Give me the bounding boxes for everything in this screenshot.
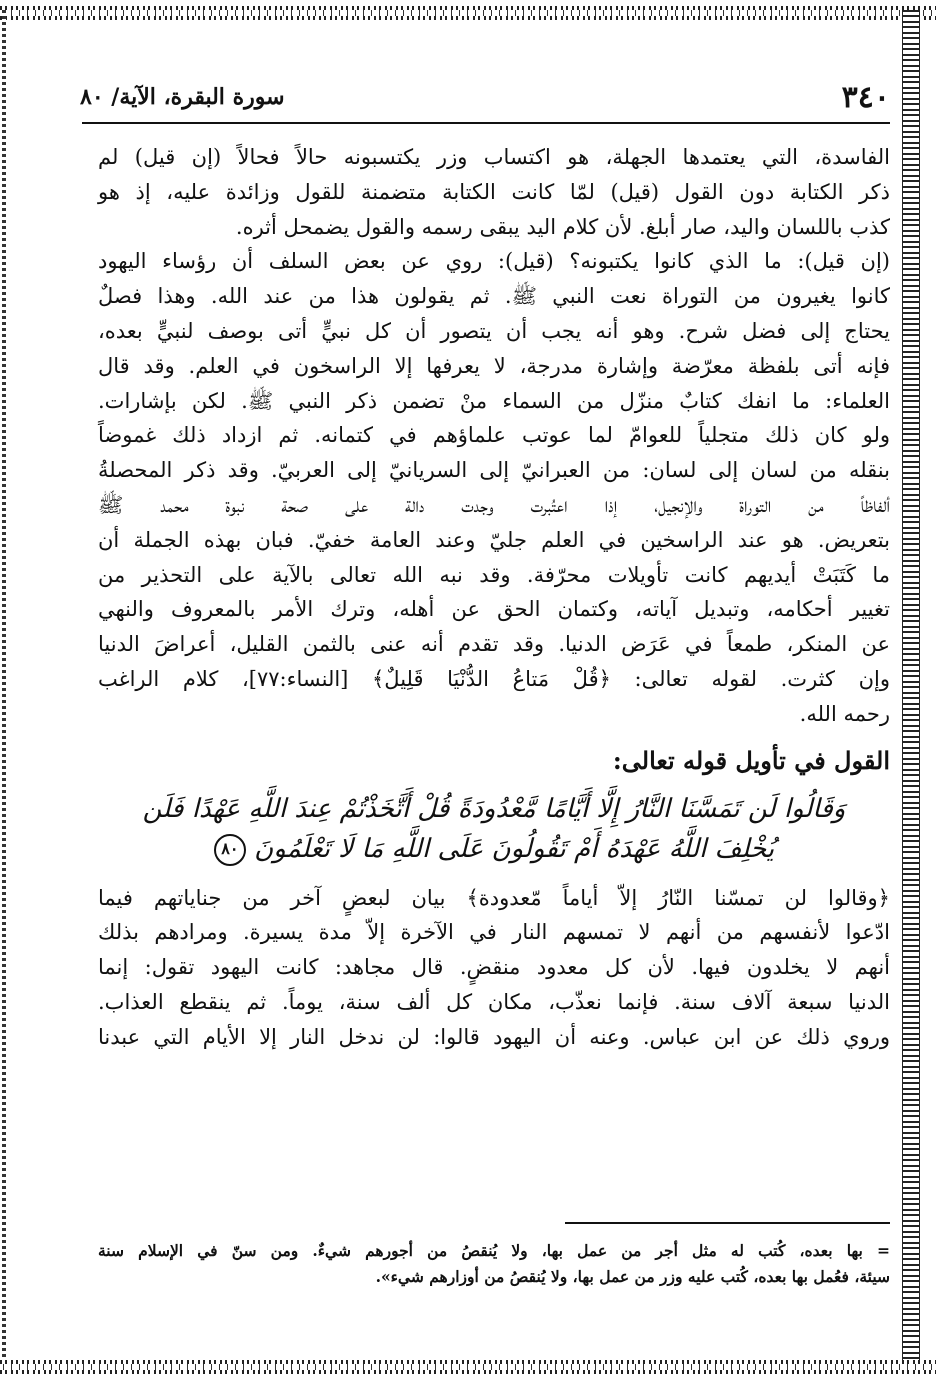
footnote-rule: [565, 1222, 890, 1224]
section-heading: القول في تأويل قوله تعالى:: [612, 745, 890, 775]
quran-verse: [98, 789, 890, 869]
text-line: بتعريض. هو عند الراسخين في العلم جليّ وعند العامة خفيّ. فبان بهذه الجملة أن: [98, 527, 890, 552]
text-line: الفاسدة، التي يعتمدها الجهلة، هو اكتساب وزر يكتسبونه حالاً فحالاً (إن قيل) لم: [98, 145, 890, 169]
footnote-line: سيئة، فعُمل بها بعده، كُتب عليه وزر من عمل بها، ولا يُنقصُ من أوزارهم شيء».: [375, 1267, 890, 1286]
text-line: وإن كثرت. لقوله تعالى: ﴿قُلْ مَتاعُ الدُّنْيَا قَلِيلٌ﴾ [النساء:٧٧]، كلام الراغب: [98, 666, 890, 691]
verse-line-2-text: يُخْلِفَ اللَّهُ عَهْدَهُ أَمْ تَقُولُونَ عَلَى اللَّهِ مَا لَا تَعْلَمُونَ: [254, 833, 775, 864]
text-line: فإنه أتى بلفظة معرّضة وإشارة مدرجة، لا يعرفها إلا الراسخون في العلم. وقد قال: [98, 353, 890, 378]
text-line: كذب باللسان واليد، صار أبلغ. لأن كلام اليد يبقى رسمه والقول يضمحل أثره.: [235, 214, 890, 239]
paragraph-2: [98, 244, 890, 731]
text-line: الدنيا سبعة آلاف سنة. فإنما نعذّب، مكان كل ألف سنة، يوماً. ثم ينقطع العذاب.: [98, 989, 891, 1014]
footnote: [98, 1238, 890, 1290]
paragraph-3: [98, 881, 890, 1055]
footnote-line: = بها بعده، كُتب له مثل أجر من عمل بها، ولا يُنقصُ من أجورهم شيءٌ. ومن سنّ في الإسلام سنة: [98, 1241, 890, 1260]
text-line: ذكر الكتابة دون القول (قيل) لمّا كانت الكتابة متضمنة للقول وزائدة عليه، إذ هو: [98, 179, 890, 204]
verse-line-1: وَقَالُوا لَن تَمَسَّنَا النَّارُ إِلَّا أَيَّامًا مَّعْدُودَةً قُلْ أَتَّخَذْتُمْ عِندَ اللَّهِ عَهْدًا فَلَن: [142, 793, 846, 824]
text-line: وروي ذلك عن ابن عباس. وعنه أن اليهود قالوا: لن ندخل النار إلا الأيام التي عبدنا: [98, 1024, 890, 1049]
page-border-top: [0, 6, 936, 20]
page-border-bottom: [0, 1360, 936, 1374]
text-line: (إن قيل): ما الذي كانوا يكتبونه؟ (قيل): روي عن بعض السلف أن رؤساء اليهود: [98, 249, 890, 274]
page-number: ٣٤٠: [841, 79, 890, 115]
page-border-left: [2, 10, 6, 1370]
page-content: [98, 140, 890, 1055]
text-line: كانوا يغيرون من التوراة نعت النبي ﷺ. ثم يقولون هذا من عند الله. وهذا فصلٌ: [98, 284, 890, 309]
text-line: تغيير أحكامه، وتبديل آياته، وكتمان الحق عن أهله، وترك الأمر بالمعروف والنهي: [98, 597, 890, 622]
running-title: سورة البقرة، الآية/ ٨٠: [80, 84, 285, 110]
header-rule: [82, 122, 890, 124]
text-line: أنهم لا يخلدون فيها. لأن كل معدود منقضٍ. قال مجاهد: كانت اليهود تقول: إنما: [98, 955, 890, 980]
text-line: يحتاج إلى فضل شرح. وهو أنه يجب أن يتصور أن كل نبيٍّ أتى بوصف لنبيٍّ بعده،: [98, 318, 890, 343]
verse-number-badge: ٨٠: [214, 834, 246, 866]
text-line: ولو كان ذلك متجلياً للعوامّ لما عوتب علماؤهم في كتمانه. ثم ازداد ذلك غموضاً: [98, 423, 890, 448]
page-header: [80, 72, 890, 122]
text-line: ما كَتَبَتْ أيديهم كانت تأويلات محرّفة. وقد نبه الله تعالى بالآية على التحذير من: [98, 562, 890, 587]
text-line: ادّعوا لأنفسهم من أنهم لا تمسهم النار في الآخرة إلاّ مدة يسيرة. ومرادهم بذلك: [98, 920, 890, 945]
text-line: ﴿وقالوا لن تمسّنا النّارُ إلاّ أياماً مّعدودة﴾ بيان لبعضٍ آخر من جناياتهم فيما: [98, 885, 890, 910]
paragraph-1: [98, 140, 890, 244]
text-line: العلماء: ما انفك كتابٌ منزّل من السماء منْ تضمن ذكر النبي ﷺ. لكن بإشارات.: [98, 388, 890, 413]
text-line: رحمه الله.: [799, 701, 890, 726]
text-line: بنقله من لسان إلى لسان: من العبرانيّ إلى السريانيّ إلى العربيّ. وقد ذكر المحصلةُ: [98, 458, 890, 483]
verse-line-2: [98, 829, 890, 869]
text-line: عن المنكر، طمعاً في عَرَض الدنيا. وقد تقدم أنه عنى بالثمن القليل، أعراضَ الدنيا: [98, 632, 890, 657]
page-border-right: [902, 10, 920, 1370]
text-line: ألفاظاً من التوراة والإنجيل، إذا اعتُبرت وجدت دالة على صحة نبوة محمد ﷺ: [98, 492, 890, 517]
